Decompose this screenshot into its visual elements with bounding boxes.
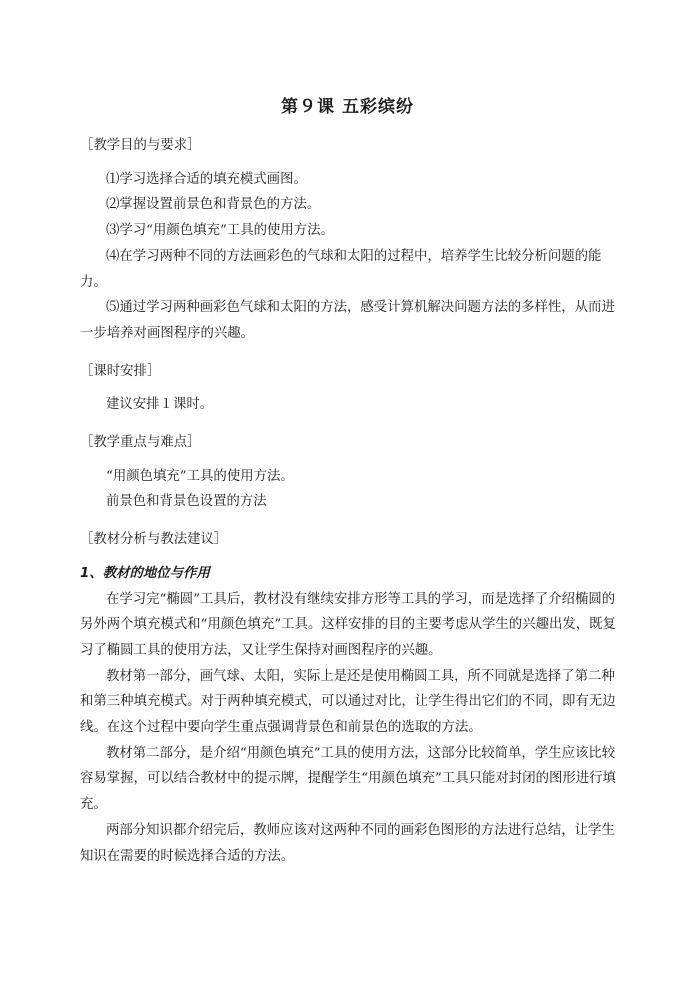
analysis-heading: ［教材分析与教法建议］: [80, 532, 228, 548]
goal-item-4: ⑷在学习两种不同的方法画彩色的气球和太阳的过程中，培养学生比较分析问题的能力。: [80, 248, 602, 290]
goals-heading: ［教学目的与要求］: [80, 138, 201, 153]
analysis-paragraph-3: 教材第二部分，是介绍“用颜色填充”工具的使用方法，这部分比较简单，学生应该比较容易掌握，可以结合教材中的提示牌，提醒学生“用颜色填充”工具只能对封闭的图形进行填充。: [80, 745, 616, 813]
document-body: [80, 133, 620, 869]
schedule-heading: ［课时安排］: [80, 363, 161, 379]
schedule-text: 建议安排１课时。: [106, 397, 214, 413]
goal-item-3: ⑶学习“用颜色填充”工具的使用方法。: [106, 223, 334, 239]
analysis-subheading: 1、教材的地位与作用: [80, 565, 210, 581]
lesson-title: 第９课 五彩缤纷: [281, 97, 414, 117]
analysis-paragraph-4: 两部分知识都介绍完后，教师应该对这两种不同的画彩色图形的方法进行总结，让学生知识在需要的时候选择合适的方法。: [80, 822, 615, 864]
goal-item-1: ⑴学习选择合适的填充模式画图。: [106, 171, 307, 187]
analysis-paragraph-1: 在学习完“椭圆”工具后，教材没有继续安排方形等工具的学习，而是选择了介绍椭圆的另外两个填充模式和“用颜色填充”工具。这样安排的目的主要考虑从学生的兴趣出发，既复习了椭圆工具的使用方法，又让学生保持对画图程序的兴趣。: [80, 591, 616, 658]
key-point-line-2: 前景色和背景色设置的方法: [106, 494, 267, 510]
goal-item-2: ⑵掌握设置前景色和背景色的方法。: [106, 197, 321, 213]
goal-item-5: ⑸通过学习两种画彩色气球和太阳的方法，感受计算机解决问题方法的多样性，从而进一步培养对画图程序的兴趣。: [80, 300, 615, 341]
key-point-line-1: “用颜色填充”工具的使用方法。: [106, 468, 294, 484]
key-points-heading: ［教学重点与难点］: [80, 435, 201, 451]
analysis-paragraph-2: 教材第一部分，画气球、太阳，实际上是还是使用椭圆工具，所不同就是选择了第二种和第三种填充模式。对于两种填充模式，可以通过对比，让学生得出它们的不同，即有无边线。在这个过程中要向学生重点强调背景色和前景色的选取的方法。: [80, 668, 616, 736]
